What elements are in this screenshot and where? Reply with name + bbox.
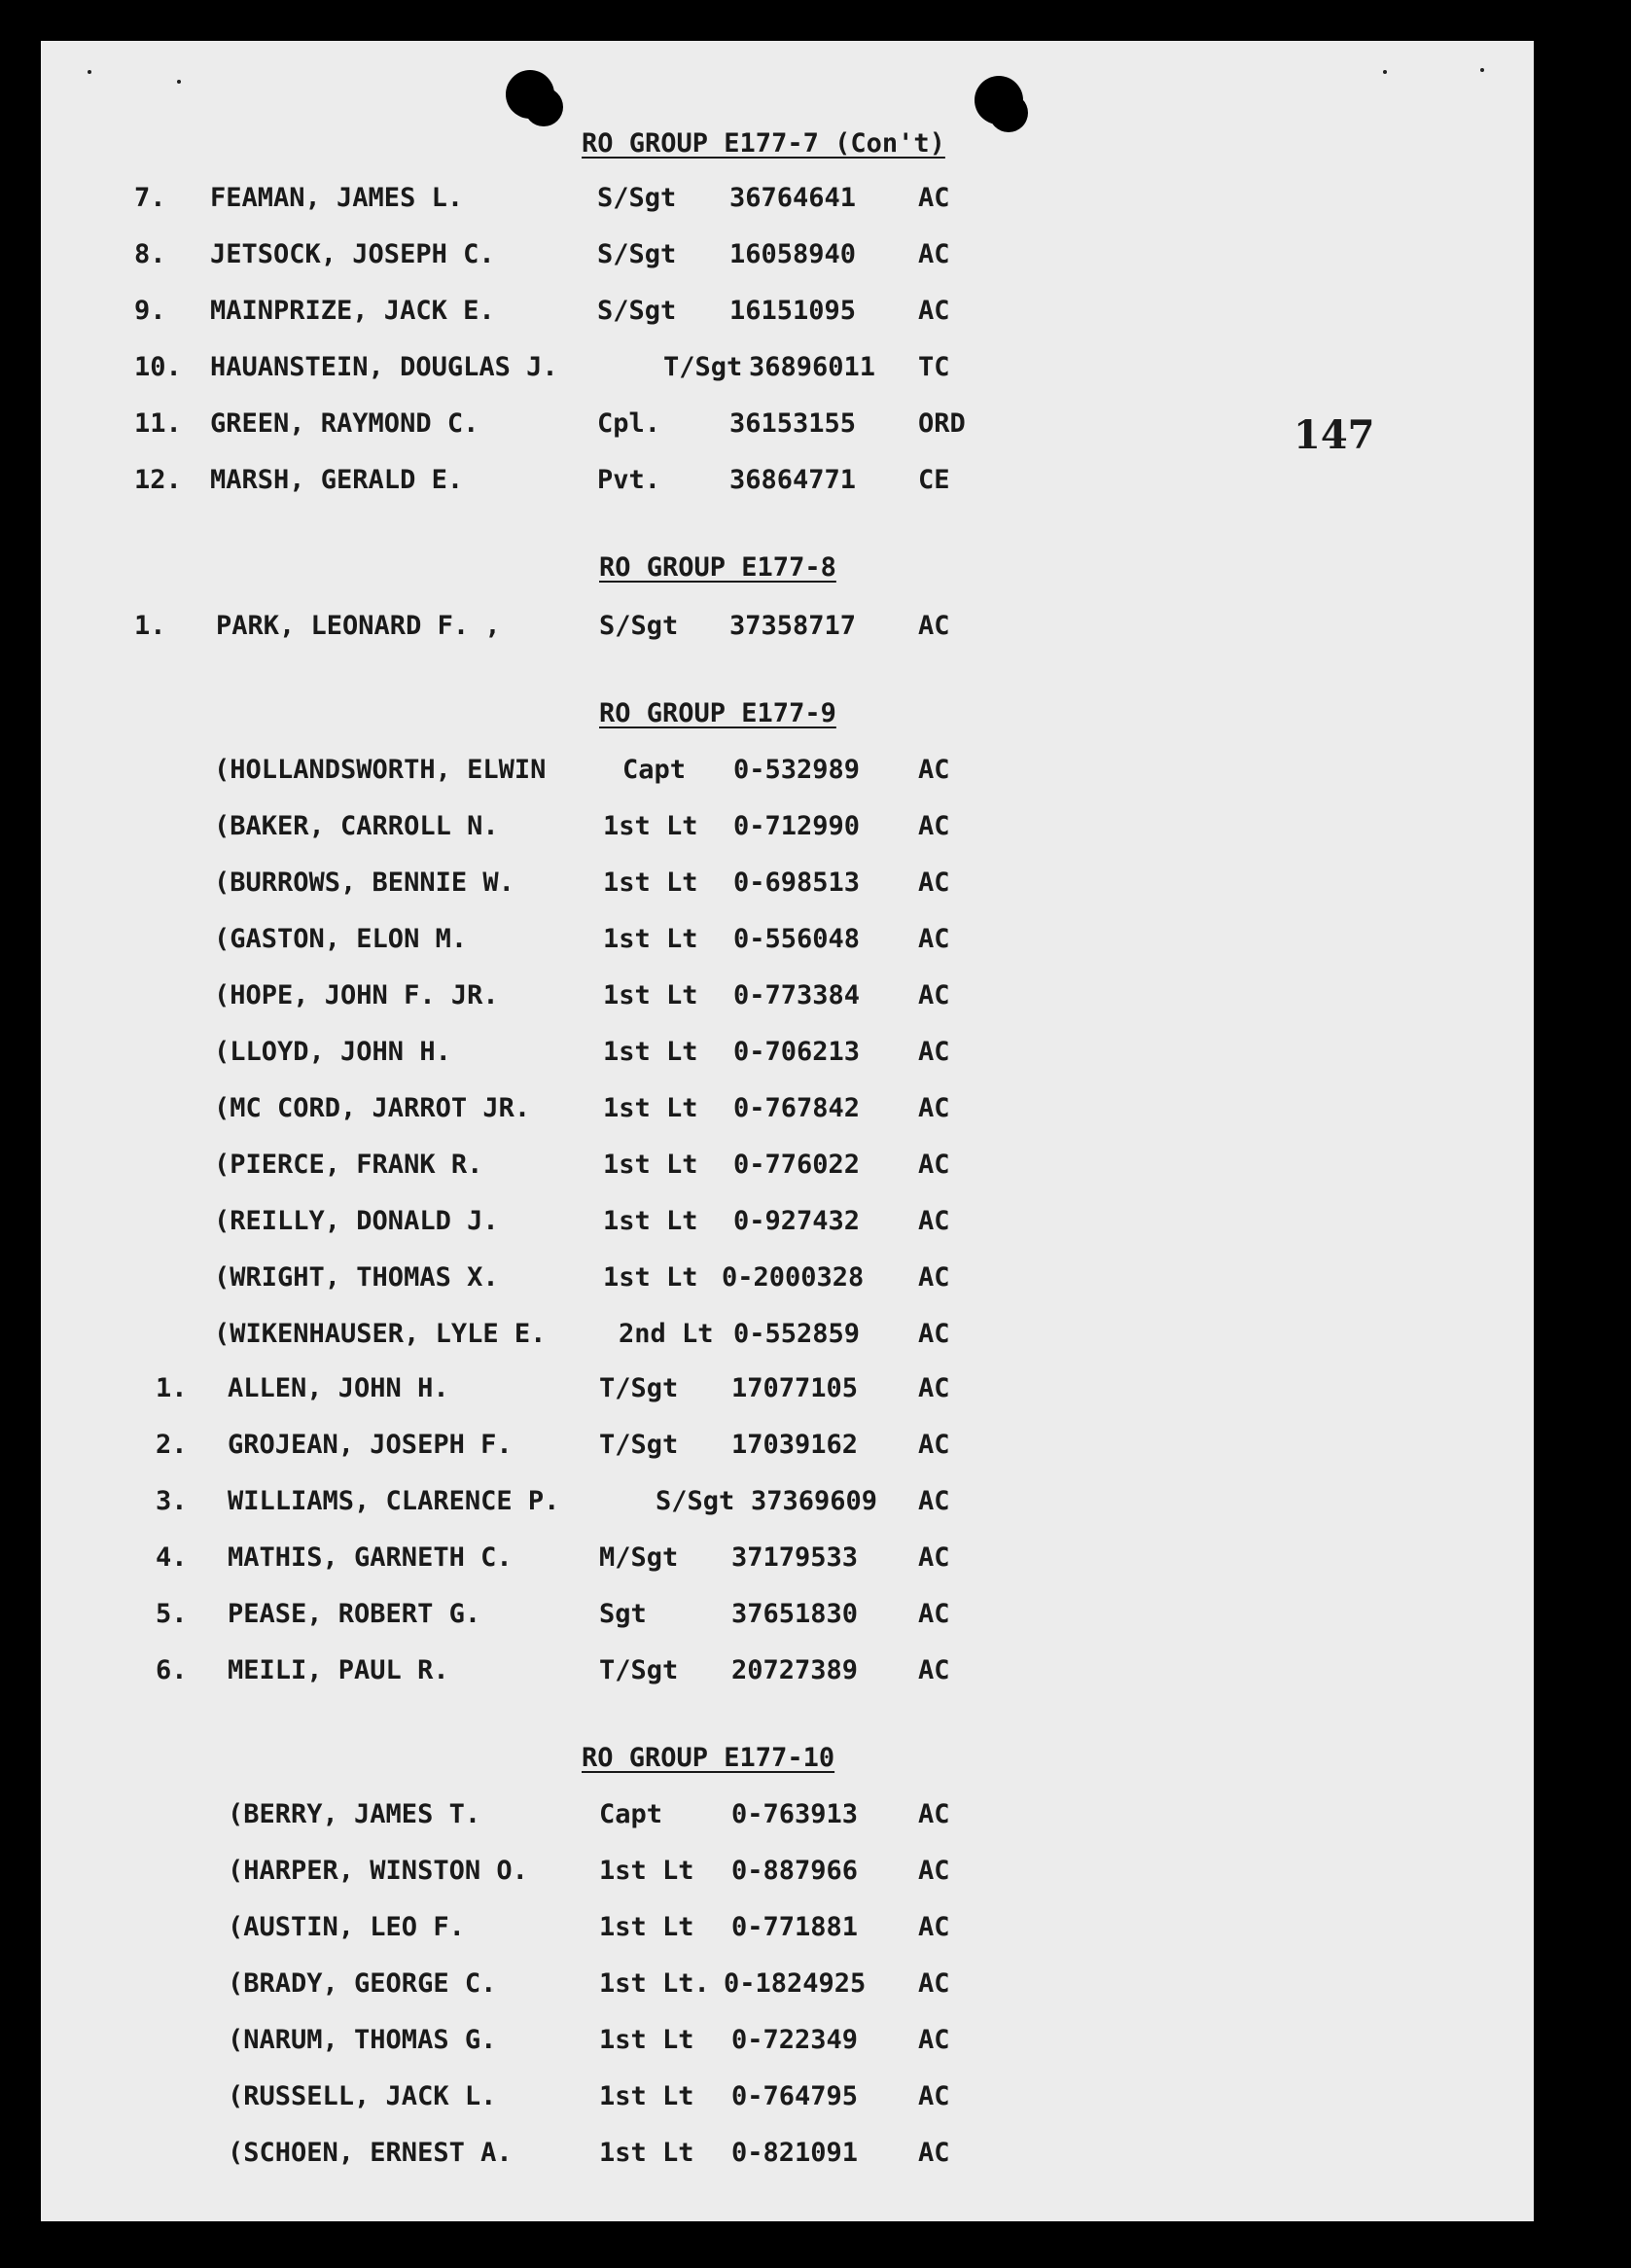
row-branch: AC (918, 755, 950, 785)
row-number: 10. (134, 352, 182, 382)
row-rank: S/Sgt (597, 183, 677, 213)
row-serial: 0-773384 (733, 980, 861, 1010)
row-serial: 0-771881 (731, 1912, 859, 1942)
row-rank: T/Sgt (599, 1430, 679, 1460)
row-rank: Sgt (599, 1599, 647, 1629)
row-branch: AC (918, 868, 950, 898)
row-serial: 0-2000328 (722, 1262, 865, 1293)
row-serial: 37179533 (731, 1542, 859, 1573)
row-name: (BERRY, JAMES T. (228, 1799, 481, 1829)
row-serial: 0-776022 (733, 1150, 861, 1180)
row-branch: AC (918, 1262, 950, 1293)
row-name: WILLIAMS, CLARENCE P. (228, 1486, 560, 1516)
section-heading: RO GROUP E177-8 (599, 552, 836, 583)
row-name: (AUSTIN, LEO F. (228, 1912, 465, 1942)
row-rank: 1st Lt (599, 2081, 694, 2111)
row-branch: AC (918, 1542, 950, 1573)
row-rank: S/Sgt (656, 1486, 735, 1516)
row-branch: AC (918, 296, 950, 326)
row-number: 1. (156, 1373, 188, 1403)
row-rank: 1st Lt (603, 980, 698, 1010)
row-serial: 0-767842 (733, 1093, 861, 1123)
row-serial: 36764641 (729, 183, 857, 213)
row-number: 7. (134, 183, 166, 213)
row-branch: AC (918, 1150, 950, 1180)
row-name: (GASTON, ELON M. (214, 924, 468, 954)
row-name: (LLOYD, JOHN H. (214, 1037, 451, 1067)
row-rank: 1st Lt (603, 868, 698, 898)
row-branch: AC (918, 1799, 950, 1829)
row-branch: AC (918, 1486, 950, 1516)
row-rank: Pvt. (597, 465, 661, 495)
row-rank: 1st Lt (603, 1037, 698, 1067)
row-name: PARK, LEONARD F. , (216, 611, 501, 641)
row-branch: AC (918, 1912, 950, 1942)
row-name: (HARPER, WINSTON O. (228, 1856, 528, 1886)
row-rank: T/Sgt (663, 352, 743, 382)
row-rank: 1st Lt (603, 1093, 698, 1123)
row-rank: 1st Lt (603, 811, 698, 841)
row-name: (HOPE, JOHN F. JR. (214, 980, 499, 1010)
row-rank: Cpl. (597, 408, 661, 439)
row-name: (REILLY, DONALD J. (214, 1206, 499, 1236)
row-rank: Capt (622, 755, 687, 785)
row-serial: 37651830 (731, 1599, 859, 1629)
row-name: PEASE, ROBERT G. (228, 1599, 481, 1629)
row-name: (BURROWS, BENNIE W. (214, 868, 514, 898)
row-branch: AC (918, 1319, 950, 1349)
row-serial: 36153155 (729, 408, 857, 439)
row-branch: AC (918, 2025, 950, 2055)
row-rank: 1st Lt (599, 2138, 694, 2168)
row-branch: AC (918, 980, 950, 1010)
row-name: (RUSSELL, JACK L. (228, 2081, 497, 2111)
row-name: (BRADY, GEORGE C. (228, 1968, 497, 1999)
row-name: FEAMAN, JAMES L. (210, 183, 464, 213)
row-rank: 1st Lt (599, 1856, 694, 1886)
row-number: 11. (134, 408, 182, 439)
row-serial: 0-556048 (733, 924, 861, 954)
row-serial: 0-887966 (731, 1856, 859, 1886)
row-rank: 1st Lt (603, 1150, 698, 1180)
row-rank: M/Sgt (599, 1542, 679, 1573)
row-name: (WIKENHAUSER, LYLE E. (214, 1319, 547, 1349)
row-rank: 1st Lt (599, 1912, 694, 1942)
row-branch: AC (918, 183, 950, 213)
row-serial: 0-722349 (731, 2025, 859, 2055)
row-branch: AC (918, 2081, 950, 2111)
row-branch: AC (918, 1206, 950, 1236)
row-rank: 1st Lt (603, 924, 698, 954)
row-branch: AC (918, 1968, 950, 1999)
row-serial: 0-532989 (733, 755, 861, 785)
section-heading: RO GROUP E177-10 (582, 1743, 835, 1773)
row-number: 4. (156, 1542, 188, 1573)
row-serial: 0-552859 (733, 1319, 861, 1349)
row-branch: AC (918, 2138, 950, 2168)
row-rank: 1st Lt (603, 1206, 698, 1236)
row-serial: 16058940 (729, 239, 857, 269)
row-branch: AC (918, 1599, 950, 1629)
row-branch: AC (918, 811, 950, 841)
row-name: HAUANSTEIN, DOUGLAS J. (210, 352, 558, 382)
row-name: MATHIS, GARNETH C. (228, 1542, 513, 1573)
row-branch: AC (918, 1655, 950, 1685)
row-rank: S/Sgt (599, 611, 679, 641)
row-name: GREEN, RAYMOND C. (210, 408, 479, 439)
row-serial: 37369609 (751, 1486, 878, 1516)
row-name: (WRIGHT, THOMAS X. (214, 1262, 499, 1293)
roster-document (41, 41, 1534, 2221)
row-name: GROJEAN, JOSEPH F. (228, 1430, 513, 1460)
row-branch: AC (918, 1430, 950, 1460)
row-number: 8. (134, 239, 166, 269)
row-branch: TC (918, 352, 950, 382)
row-serial: 37358717 (729, 611, 857, 641)
row-rank: 1st Lt (603, 1262, 698, 1293)
row-serial: 0-927432 (733, 1206, 861, 1236)
row-branch: AC (918, 1093, 950, 1123)
row-number: 3. (156, 1486, 188, 1516)
row-rank: Capt (599, 1799, 663, 1829)
row-number: 12. (134, 465, 182, 495)
row-serial: 0-1824925 (724, 1968, 867, 1999)
row-rank: T/Sgt (599, 1655, 679, 1685)
row-serial: 0-764795 (731, 2081, 859, 2111)
row-number: 6. (156, 1655, 188, 1685)
row-serial: 0-821091 (731, 2138, 859, 2168)
row-rank: 2nd Lt (619, 1319, 714, 1349)
section-heading: RO GROUP E177-9 (599, 698, 836, 728)
row-name: MARSH, GERALD E. (210, 465, 464, 495)
row-name: (SCHOEN, ERNEST A. (228, 2138, 513, 2168)
row-serial: 0-712990 (733, 811, 861, 841)
row-number: 9. (134, 296, 166, 326)
row-branch: AC (918, 239, 950, 269)
row-serial: 0-706213 (733, 1037, 861, 1067)
row-serial: 20727389 (731, 1655, 859, 1685)
row-branch: AC (918, 1037, 950, 1067)
row-serial: 17039162 (731, 1430, 859, 1460)
row-name: MAINPRIZE, JACK E. (210, 296, 495, 326)
row-name: (MC CORD, JARROT JR. (214, 1093, 531, 1123)
row-serial: 0-698513 (733, 868, 861, 898)
row-rank: S/Sgt (597, 239, 677, 269)
row-name: (HOLLANDSWORTH, ELWIN (214, 755, 547, 785)
row-branch: ORD (918, 408, 966, 439)
row-serial: 17077105 (731, 1373, 859, 1403)
row-rank: 1st Lt (599, 2025, 694, 2055)
row-branch: AC (918, 1373, 950, 1403)
row-name: JETSOCK, JOSEPH C. (210, 239, 495, 269)
document-page (41, 41, 1534, 2221)
section-heading: RO GROUP E177-7 (Con't) (582, 128, 945, 159)
row-name: MEILI, PAUL R. (228, 1655, 449, 1685)
row-number: 5. (156, 1599, 188, 1629)
row-rank: 1st Lt. (599, 1968, 710, 1999)
row-branch: AC (918, 611, 950, 641)
page-number: 147 (1294, 412, 1375, 458)
row-number: 1. (134, 611, 166, 641)
row-serial: 36896011 (749, 352, 876, 382)
row-name: (BAKER, CARROLL N. (214, 811, 499, 841)
row-rank: S/Sgt (597, 296, 677, 326)
row-branch: AC (918, 1856, 950, 1886)
row-serial: 16151095 (729, 296, 857, 326)
row-branch: CE (918, 465, 950, 495)
row-number: 2. (156, 1430, 188, 1460)
row-name: (NARUM, THOMAS G. (228, 2025, 497, 2055)
row-rank: T/Sgt (599, 1373, 679, 1403)
row-name: (PIERCE, FRANK R. (214, 1150, 483, 1180)
row-serial: 36864771 (729, 465, 857, 495)
row-serial: 0-763913 (731, 1799, 859, 1829)
row-branch: AC (918, 924, 950, 954)
row-name: ALLEN, JOHN H. (228, 1373, 449, 1403)
